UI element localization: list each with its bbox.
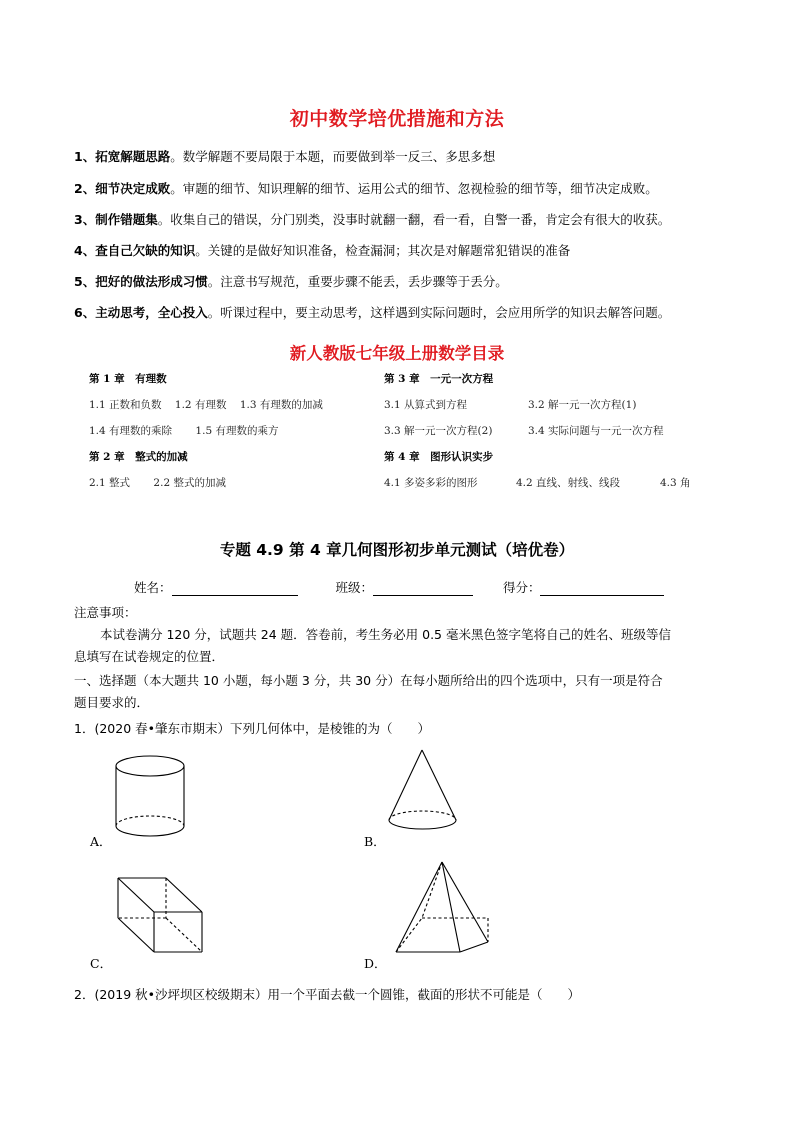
toc-item: 1.4 有理数的乘除 (89, 425, 173, 437)
pyramid-figure (392, 860, 492, 960)
score-blank (540, 581, 664, 596)
toc-item: 1.3 有理数的加减 (239, 399, 323, 411)
toc-ch2-head: 第 2 章 整式的加减 (89, 451, 188, 463)
tip-4: 4、查自己欠缺的知识。关键的是做好知识准备，检查漏洞；其次是对解题常犯错误的准备 (74, 243, 571, 258)
cylinder-figure (114, 754, 194, 844)
toc-item: 3.1 从算式到方程 (384, 399, 468, 411)
option-d-label: D． (364, 956, 387, 971)
toc-ch1-row1 (89, 398, 323, 412)
tip-2: 2、细节决定成败。审题的细节、知识理解的细节、运用公式的细节、忽视检验的细节等，细节决定成败。 (74, 181, 658, 196)
test-title: 专题 4.9 第 4 章几何图形初步单元测试（培优卷） (219, 541, 575, 559)
toc-item: 2.1 整式 (89, 477, 131, 489)
tip-1: 1、拓宽解题思路。数学解题不要局限于本题，而要做到举一反三、多思多想 (74, 149, 496, 164)
page-title: 初中数学培优措施和方法 (289, 108, 505, 130)
tip-5: 5、把好的做法形成习惯。注意书写规范，重要步骤不能丢，丢步骤等于丢分。 (74, 274, 508, 289)
name-label: 姓名： (134, 580, 172, 595)
question-1: 1．(2020 春•肇东市期末）下列几何体中，是棱锥的为（ ） (74, 721, 430, 736)
section-1-line-2: 题目要求的． (74, 695, 150, 710)
toc-item: 1.5 有理数的乘方 (195, 425, 279, 437)
option-c-label: C． (90, 956, 113, 971)
class-blank (373, 581, 473, 596)
toc-title: 新人教版七年级上册数学目录 (289, 344, 505, 363)
student-info-row (134, 578, 664, 596)
toc-ch3-head: 第 3 章 一元一次方程 (384, 373, 494, 385)
toc-item: 4.1 多姿多彩的图形 (384, 477, 478, 489)
name-blank (172, 581, 298, 596)
toc-item: 2.2 整式的加减 (153, 477, 226, 489)
toc-ch1-row2 (89, 424, 278, 438)
toc-ch3-row1 (384, 398, 636, 412)
toc-ch4-row1 (384, 476, 691, 490)
toc-ch2-row1 (89, 476, 226, 490)
notice-line-1: 本试卷满分 120 分，试题共 24 题．答卷前，考生务必用 0.5 毫米黑色签字笔将自己的姓名、班级等信 (100, 627, 671, 642)
toc-ch3-row2 (384, 424, 664, 438)
notice-heading: 注意事项： (74, 605, 137, 620)
toc-ch1-head: 第 1 章 有理数 (89, 373, 167, 385)
section-1-line-1: 一、选择题（本大题共 10 小题，每小题 3 分，共 30 分）在每小题所给出的四个选项中，只有一项是符合 (74, 673, 663, 688)
toc-item: 3.3 解一元一次方程(2) (384, 425, 493, 437)
toc-item: 3.4 实际问题与一元一次方程 (528, 425, 664, 437)
cone-figure (384, 748, 464, 838)
score-label: 得分： (502, 580, 541, 595)
tip-3: 3、制作错题集。收集自己的错误，分门别类，没事时就翻一翻，看一看，自警一番，肯定会有很大的收获。 (74, 212, 671, 227)
toc-item: 1.2 有理数 (174, 399, 227, 411)
toc-item: 4.2 直线、射线、线段 (516, 477, 621, 489)
tip-6: 6、主动思考，全心投入。听课过程中，要主动思考，这样遇到实际问题时，会应用所学的知识去解答问题。 (74, 305, 671, 320)
toc-ch4-head: 第 4 章 图形认识实步 (384, 451, 494, 463)
toc-item: 1.1 正数和负数 (89, 399, 162, 411)
option-b-label: B． (364, 834, 386, 849)
toc-item: 3.2 解一元一次方程(1) (528, 399, 637, 411)
prism-figure (116, 876, 206, 956)
question-2: 2．(2019 秋•沙坪坝区校级期末）用一个平面去截一个圆锥，截面的形状不可能是（ ） (74, 987, 580, 1002)
notice-line-2: 息填写在试卷规定的位置． (74, 649, 225, 664)
toc-item: 4.3 角 (660, 477, 691, 489)
option-a-label: A． (90, 834, 112, 849)
class-label: 班级： (335, 580, 373, 595)
